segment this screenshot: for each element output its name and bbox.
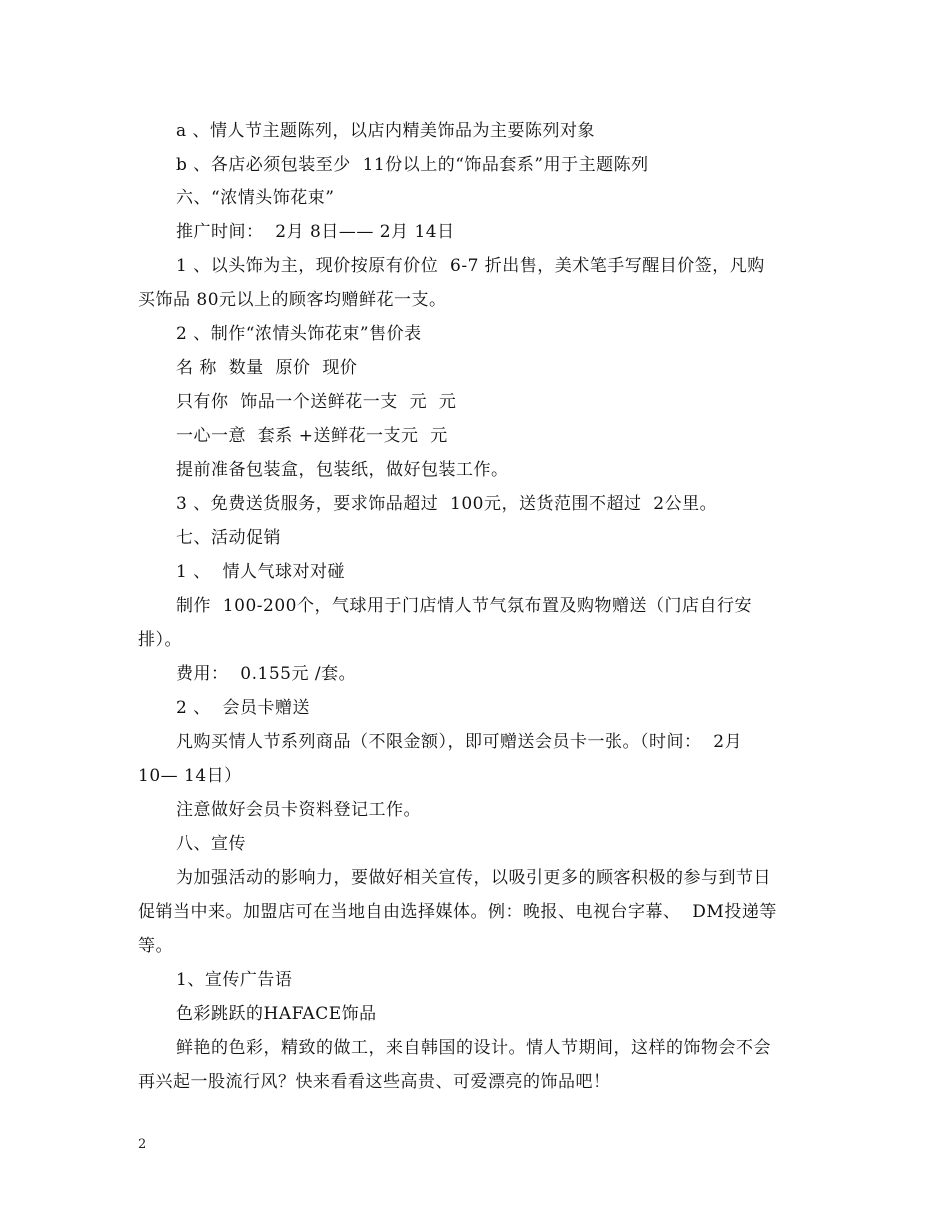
text-line: 促销当中来。加盟店可在当地自由选择媒体。例：晚报、电视台字幕、 DM投递等 [138, 902, 777, 922]
text-line: 一心一意 套系 +送鲜花一支元 元 [176, 426, 448, 446]
text-line: 买饰品 80元以上的顾客均赠鲜花一支。 [138, 290, 447, 310]
section-heading: 八、宣传 [176, 834, 246, 854]
text-line: 制作 100-200个，气球用于门店情人节气氛布置及购物赠送（门店自行安 [176, 596, 752, 616]
text-line: 鲜艳的色彩，精致的做工，来自韩国的设计。情人节期间，这样的饰物会不会 [176, 1038, 771, 1058]
text-line: 推广时间： 2月 8日—— 2月 14日 [176, 222, 455, 242]
text-line: 再兴起一股流行风？快来看看这些高贵、可爱漂亮的饰品吧！ [138, 1072, 611, 1092]
text-line: 注意做好会员卡资料登记工作。 [176, 800, 421, 820]
text-line: 2 、制作“浓情头饰花束”售价表 [176, 324, 422, 344]
text-line: 提前准备包装盒，包装纸，做好包装工作。 [176, 460, 509, 480]
text-line: 费用： 0.155元 /套。 [176, 664, 357, 684]
text-line: 10— 14日） [138, 766, 242, 786]
text-line: 1 、以头饰为主，现价按原有价位 6-7 折出售，美术笔手写醒目价签，凡购 [176, 256, 765, 276]
text-line: 凡购买情人节系列商品（不限金额），即可赠送会员卡一张。（时间： 2月 [176, 732, 743, 752]
text-line: 名 称 数量 原价 现价 [176, 358, 358, 378]
text-line: 2 、 会员卡赠送 [176, 698, 311, 718]
text-line: a 、情人节主题陈列，以店内精美饰品为主要陈列对象 [176, 121, 596, 141]
section-heading: 六、“浓情头饰花束” [176, 188, 335, 208]
text-line: 只有你 饰品一个送鲜花一支 元 元 [176, 392, 457, 412]
text-line: 等。 [138, 936, 173, 956]
text-line: 1 、 情人气球对对碰 [176, 562, 346, 582]
text-line: 为加强活动的影响力，要做好相关宣传，以吸引更多的顾客积极的参与到节日 [176, 868, 771, 888]
page-number: 2 [138, 1137, 147, 1152]
text-line: b 、各店必须包装至少 11份以上的“饰品套系”用于主题陈列 [176, 155, 649, 175]
text-line: 1、宣传广告语 [176, 970, 293, 990]
text-line: 3 、免费送货服务，要求饰品超过 100元，送货范围不超过 2公里。 [176, 494, 718, 514]
text-line: 排）。 [138, 630, 182, 650]
text-line: 色彩跳跃的HAFACE饰品 [176, 1004, 377, 1024]
section-heading: 七、活动促销 [176, 528, 281, 548]
